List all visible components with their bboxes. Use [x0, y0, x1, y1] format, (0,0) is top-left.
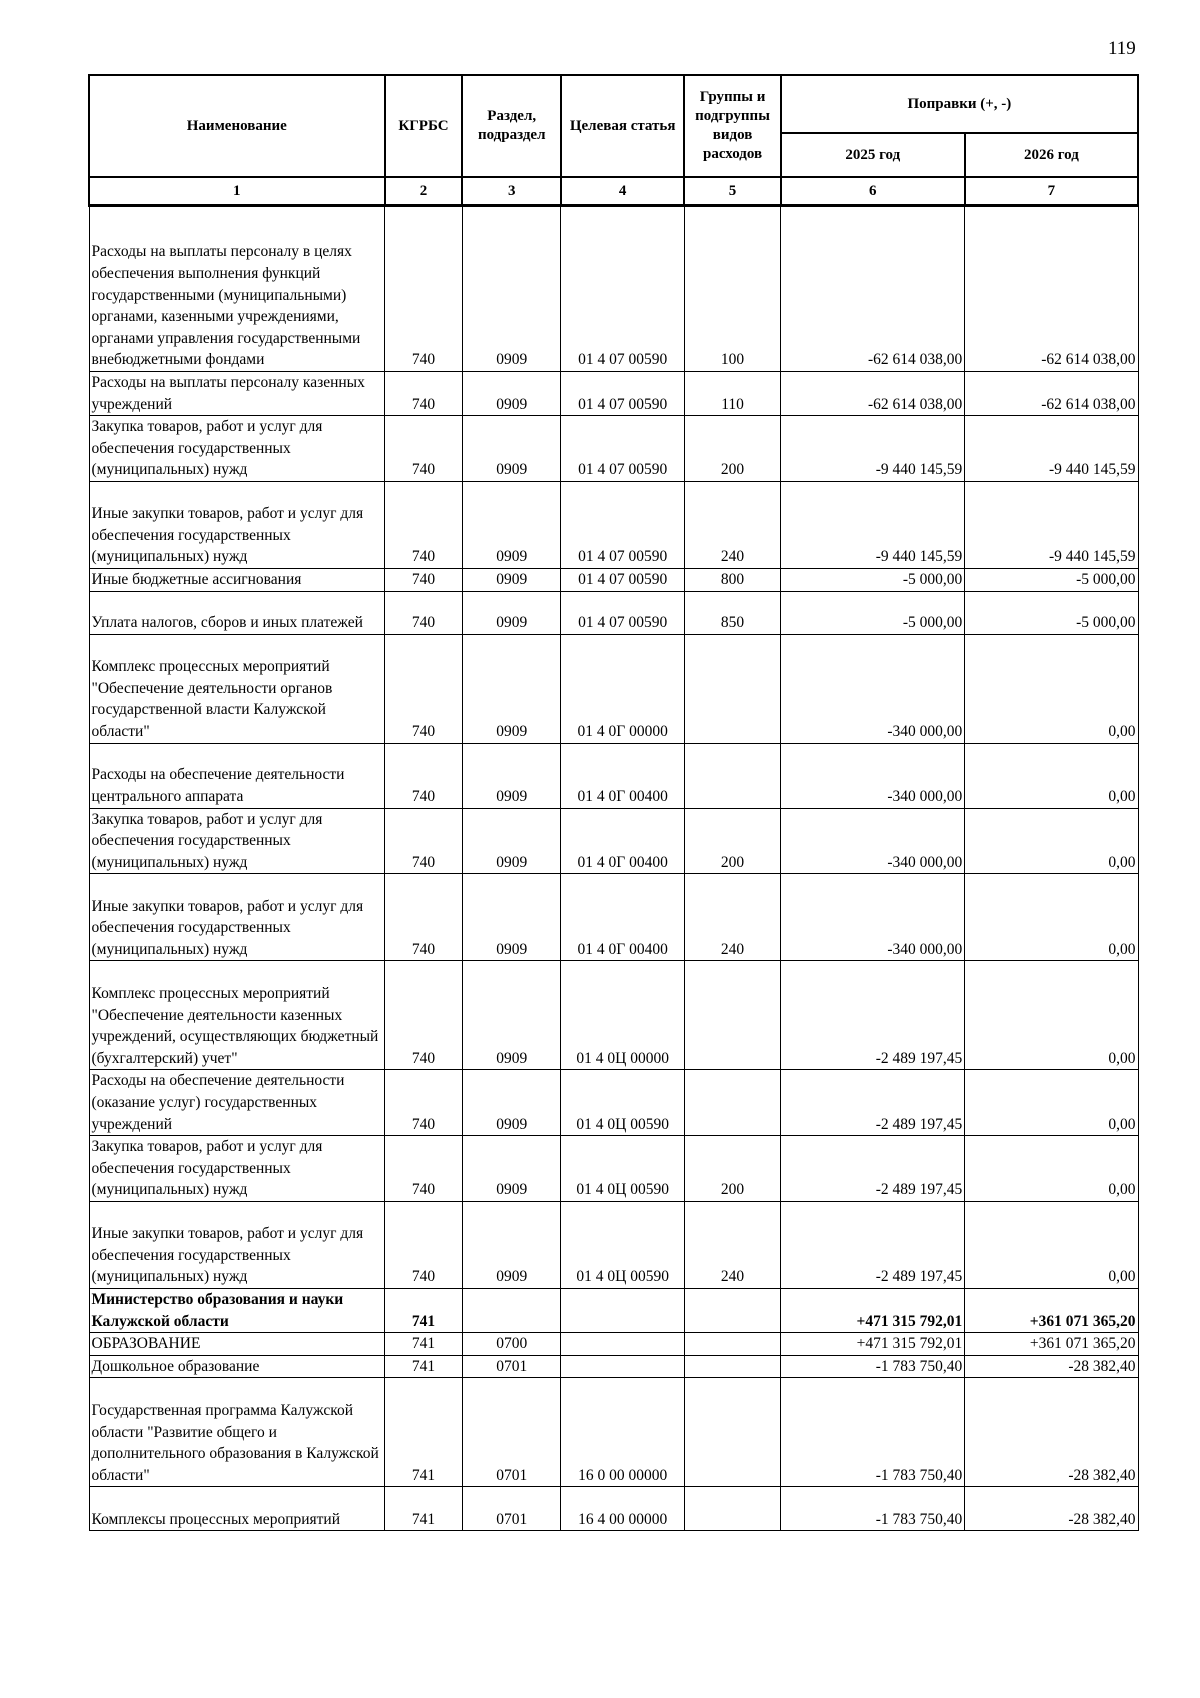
row-amount-2026: 0,00	[965, 1070, 1138, 1136]
row-section: 0701	[462, 1355, 561, 1378]
page-number: 119	[1108, 38, 1136, 59]
row-target: 01 4 0Г 00400	[561, 743, 684, 808]
table-row	[89, 416, 1138, 482]
row-group	[684, 1355, 780, 1378]
row-kgrbs: 740	[385, 1201, 463, 1288]
row-group	[684, 1378, 780, 1487]
row-section: 0909	[462, 634, 561, 743]
row-target: 01 4 0Ц 00590	[561, 1201, 684, 1288]
row-section: 0909	[462, 481, 561, 568]
row-name: Расходы на обеспечение деятельности (оказание услуг) государственных учреждений	[89, 1070, 385, 1136]
row-amount-2026: 0,00	[965, 1201, 1138, 1288]
row-kgrbs: 740	[385, 961, 463, 1070]
header-year-2026: 2026 год	[965, 133, 1138, 177]
budget-amendments-table	[88, 74, 1139, 1531]
row-section: 0909	[462, 372, 561, 416]
row-amount-2026: -28 382,40	[965, 1487, 1138, 1531]
row-target: 01 4 07 00590	[561, 591, 684, 634]
row-name: Дошкольное образование	[89, 1355, 385, 1378]
row-target: 01 4 0Ц 00000	[561, 961, 684, 1070]
header-section: Раздел, подраздел	[462, 75, 561, 177]
row-group: 240	[684, 1201, 780, 1288]
header-amendments: Поправки (+, -)	[781, 75, 1138, 133]
row-group: 240	[684, 481, 780, 568]
row-group: 200	[684, 416, 780, 482]
row-group	[684, 743, 780, 808]
row-group: 100	[684, 206, 780, 372]
row-name: Уплата налогов, сборов и иных платежей	[89, 591, 385, 634]
row-name: Комплекс процессных мероприятий "Обеспечение деятельности казенных учреждений, осуществляющих бюджетный (бухгалтерский) учет"	[89, 961, 385, 1070]
table-row	[89, 372, 1138, 416]
row-section: 0909	[462, 874, 561, 961]
row-section: 0701	[462, 1487, 561, 1531]
header-groups: Группы и подгруппы видов расходов	[684, 75, 780, 177]
row-amount-2025: -340 000,00	[781, 808, 965, 874]
row-amount-2026: 0,00	[965, 634, 1138, 743]
table-row	[89, 743, 1138, 808]
row-section: 0909	[462, 1136, 561, 1202]
row-group	[684, 961, 780, 1070]
row-amount-2026: -62 614 038,00	[965, 206, 1138, 372]
row-group	[684, 1070, 780, 1136]
table-row	[89, 591, 1138, 634]
row-section: 0909	[462, 1201, 561, 1288]
row-amount-2025: -2 489 197,45	[781, 1136, 965, 1202]
row-amount-2026: -28 382,40	[965, 1378, 1138, 1487]
table-row	[89, 1333, 1138, 1356]
row-section: 0909	[462, 206, 561, 372]
row-amount-2025: -340 000,00	[781, 634, 965, 743]
row-kgrbs: 740	[385, 874, 463, 961]
table-row	[89, 568, 1138, 591]
row-name: Государственная программа Калужской области "Развитие общего и дополнительного образования в Калужской области"	[89, 1378, 385, 1487]
row-kgrbs: 741	[385, 1355, 463, 1378]
row-amount-2026: -5 000,00	[965, 568, 1138, 591]
row-target: 16 4 00 00000	[561, 1487, 684, 1531]
row-amount-2026: 0,00	[965, 874, 1138, 961]
row-amount-2026: -9 440 145,59	[965, 416, 1138, 482]
row-amount-2025: -9 440 145,59	[781, 481, 965, 568]
row-kgrbs: 740	[385, 568, 463, 591]
header-name: Наименование	[89, 75, 385, 177]
row-section: 0909	[462, 416, 561, 482]
row-name: Закупка товаров, работ и услуг для обеспечения государственных (муниципальных) нужд	[89, 1136, 385, 1202]
row-kgrbs: 741	[385, 1288, 463, 1332]
table-row	[89, 1070, 1138, 1136]
row-kgrbs: 740	[385, 591, 463, 634]
column-number: 4	[561, 177, 684, 206]
row-amount-2025: +471 315 792,01	[781, 1333, 965, 1356]
column-number: 1	[89, 177, 385, 206]
row-kgrbs: 740	[385, 481, 463, 568]
row-target: 01 4 0Г 00400	[561, 808, 684, 874]
row-name: Комплекс процессных мероприятий "Обеспечение деятельности органов государственной власти Калужской области"	[89, 634, 385, 743]
row-amount-2025: -5 000,00	[781, 591, 965, 634]
row-amount-2025: -2 489 197,45	[781, 961, 965, 1070]
row-group: 800	[684, 568, 780, 591]
table-row	[89, 634, 1138, 743]
row-section: 0909	[462, 1070, 561, 1136]
header-year-2025: 2025 год	[781, 133, 965, 177]
table-row	[89, 206, 1138, 372]
row-section: 0909	[462, 961, 561, 1070]
row-amount-2026: 0,00	[965, 961, 1138, 1070]
row-target	[561, 1355, 684, 1378]
row-amount-2025: -1 783 750,40	[781, 1487, 965, 1531]
row-kgrbs: 741	[385, 1378, 463, 1487]
row-kgrbs: 741	[385, 1333, 463, 1356]
row-group: 850	[684, 591, 780, 634]
row-name: Иные закупки товаров, работ и услуг для обеспечения государственных (муниципальных) нужд	[89, 1201, 385, 1288]
row-amount-2026: -9 440 145,59	[965, 481, 1138, 568]
table-row	[89, 874, 1138, 961]
table-row	[89, 1378, 1138, 1487]
row-amount-2025: -2 489 197,45	[781, 1070, 965, 1136]
row-target: 01 4 07 00590	[561, 568, 684, 591]
row-amount-2025: -340 000,00	[781, 743, 965, 808]
row-name: Расходы на выплаты персоналу казенных учреждений	[89, 372, 385, 416]
row-target	[561, 1288, 684, 1332]
row-section: 0909	[462, 743, 561, 808]
table-row	[89, 1136, 1138, 1202]
row-name: Закупка товаров, работ и услуг для обеспечения государственных (муниципальных) нужд	[89, 808, 385, 874]
table-row	[89, 1201, 1138, 1288]
row-kgrbs: 740	[385, 416, 463, 482]
row-target: 16 0 00 00000	[561, 1378, 684, 1487]
row-name: ОБРАЗОВАНИЕ	[89, 1333, 385, 1356]
row-group	[684, 1487, 780, 1531]
table-row	[89, 481, 1138, 568]
row-name: Комплексы процессных мероприятий	[89, 1487, 385, 1531]
row-group: 200	[684, 808, 780, 874]
row-group: 110	[684, 372, 780, 416]
row-group: 240	[684, 874, 780, 961]
row-target: 01 4 0Ц 00590	[561, 1136, 684, 1202]
row-name: Закупка товаров, работ и услуг для обеспечения государственных (муниципальных) нужд	[89, 416, 385, 482]
row-name: Расходы на выплаты персоналу в целях обеспечения выполнения функций государственными (муниципальными) органами, казенными учреждениями, органами управления государственными внебюджетными фондами	[89, 206, 385, 372]
column-number: 3	[462, 177, 561, 206]
row-kgrbs: 741	[385, 1487, 463, 1531]
row-kgrbs: 740	[385, 1070, 463, 1136]
row-name: Иные закупки товаров, работ и услуг для обеспечения государственных (муниципальных) нужд	[89, 481, 385, 568]
row-amount-2026: +361 071 365,20	[965, 1288, 1138, 1332]
row-section: 0909	[462, 808, 561, 874]
row-kgrbs: 740	[385, 1136, 463, 1202]
row-target: 01 4 07 00590	[561, 206, 684, 372]
row-section: 0700	[462, 1333, 561, 1356]
row-amount-2026: -62 614 038,00	[965, 372, 1138, 416]
row-kgrbs: 740	[385, 372, 463, 416]
row-name: Министерство образования и науки Калужской области	[89, 1288, 385, 1332]
column-number: 5	[684, 177, 780, 206]
row-amount-2026: -5 000,00	[965, 591, 1138, 634]
row-amount-2026: -28 382,40	[965, 1355, 1138, 1378]
row-amount-2025: -62 614 038,00	[781, 206, 965, 372]
row-name: Иные закупки товаров, работ и услуг для обеспечения государственных (муниципальных) нужд	[89, 874, 385, 961]
row-kgrbs: 740	[385, 743, 463, 808]
row-amount-2025: -62 614 038,00	[781, 372, 965, 416]
column-number: 7	[965, 177, 1138, 206]
row-section: 0909	[462, 568, 561, 591]
column-number: 2	[385, 177, 463, 206]
row-amount-2025: -1 783 750,40	[781, 1355, 965, 1378]
row-target: 01 4 0Г 00400	[561, 874, 684, 961]
row-group	[684, 1333, 780, 1356]
row-section: 0701	[462, 1378, 561, 1487]
table-row	[89, 961, 1138, 1070]
column-number: 6	[781, 177, 965, 206]
row-group: 200	[684, 1136, 780, 1202]
row-group	[684, 1288, 780, 1332]
row-amount-2025: -1 783 750,40	[781, 1378, 965, 1487]
row-target: 01 4 07 00590	[561, 372, 684, 416]
table-row	[89, 1355, 1138, 1378]
row-amount-2026: 0,00	[965, 1136, 1138, 1202]
row-amount-2025: -2 489 197,45	[781, 1201, 965, 1288]
row-group	[684, 634, 780, 743]
row-target	[561, 1333, 684, 1356]
row-target: 01 4 0Г 00000	[561, 634, 684, 743]
row-section: 0909	[462, 591, 561, 634]
header-target: Целевая статья	[561, 75, 684, 177]
table-row	[89, 1288, 1138, 1332]
table-row	[89, 808, 1138, 874]
table-row	[89, 1487, 1138, 1531]
row-amount-2025: -340 000,00	[781, 874, 965, 961]
row-name: Иные бюджетные ассигнования	[89, 568, 385, 591]
row-amount-2026: +361 071 365,20	[965, 1333, 1138, 1356]
row-kgrbs: 740	[385, 808, 463, 874]
row-section	[462, 1288, 561, 1332]
row-kgrbs: 740	[385, 206, 463, 372]
row-target: 01 4 07 00590	[561, 416, 684, 482]
row-amount-2026: 0,00	[965, 743, 1138, 808]
row-target: 01 4 0Ц 00590	[561, 1070, 684, 1136]
row-amount-2026: 0,00	[965, 808, 1138, 874]
header-kgrbs: КГРБС	[385, 75, 463, 177]
row-target: 01 4 07 00590	[561, 481, 684, 568]
row-amount-2025: -5 000,00	[781, 568, 965, 591]
row-name: Расходы на обеспечение деятельности центрального аппарата	[89, 743, 385, 808]
row-kgrbs: 740	[385, 634, 463, 743]
row-amount-2025: -9 440 145,59	[781, 416, 965, 482]
row-amount-2025: +471 315 792,01	[781, 1288, 965, 1332]
